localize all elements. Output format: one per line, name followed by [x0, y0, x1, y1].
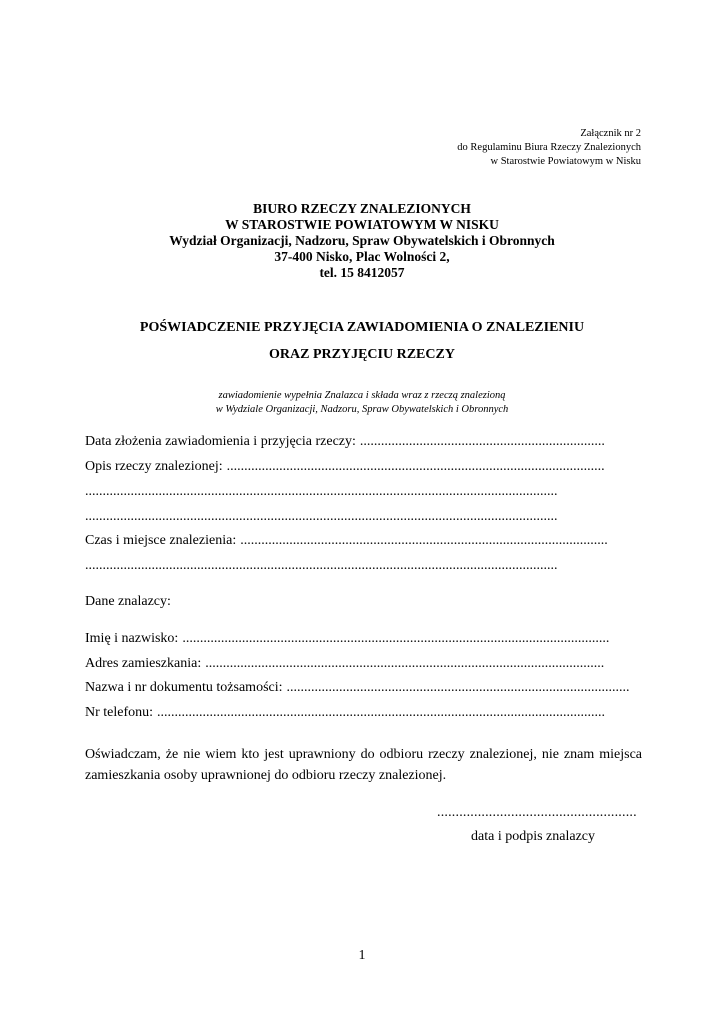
date-dots: ...................................................................... [359, 434, 605, 449]
office-location: W STAROSTWIE POWIATOWYM W NISKU [225, 217, 499, 232]
office-name: BIURO RZECZY ZNALEZIONYCH [253, 201, 471, 216]
place-dots: ......................................................................................................... [240, 533, 608, 548]
description-line-3-dots: ....................................................................................................................................... [85, 509, 558, 524]
office-address: 37-400 Nisko, Plac Wolności 2, [274, 249, 450, 264]
address-label: Adres zamieszkania: [85, 656, 202, 671]
annex-office: w Starostwie Powiatowym w Nisku [490, 156, 641, 167]
document-dots: .................................................................................................. [286, 680, 630, 695]
note-line-1: zawiadomienie wypełnia Znalazca i składa wraz z rzeczą znalezioną [218, 390, 506, 401]
note-line-2: w Wydziale Organizacji, Nadzoru, Spraw Obywatelskich i Obronnych [215, 404, 509, 415]
place-label: Czas i miejsce znalezienia: [85, 533, 237, 548]
office-phone: tel. 15 8412057 [319, 265, 405, 280]
name-dots: .......................................................................................................................... [182, 631, 610, 646]
finder-statement: Oświadczam, że nie wiem kto jest uprawniony do odbioru rzeczy znalezionej, nie znam miejsca zamieszkania osoby uprawnionej do odbioru rzeczy znalezionej. [85, 747, 642, 783]
finder-heading [85, 594, 385, 610]
date-label: Data złożenia zawiadomienia i przyjęcia rzeczy: [85, 434, 356, 449]
description-line-3[interactable] [85, 509, 625, 525]
name-field[interactable] [85, 631, 625, 647]
address-dots: .................................................................................................................. [205, 656, 605, 671]
description-line-2[interactable] [85, 484, 625, 500]
description-dots: ............................................................................................................ [226, 459, 605, 474]
page-number: 1 [358, 948, 366, 963]
annex-number: Załącznik nr 2 [580, 128, 641, 139]
date-field[interactable] [85, 434, 625, 450]
document-label: Nazwa i nr dokumentu tożsamości: [85, 680, 283, 695]
signature-caption: data i podpis znalazcy [471, 829, 596, 844]
description-line-2-dots: ....................................................................................................................................... [85, 484, 558, 499]
instruction-note [0, 389, 724, 417]
place-field[interactable] [85, 533, 625, 549]
place-line-2-dots: ....................................................................................................................................... [85, 558, 558, 573]
phone-label: Nr telefonu: [85, 705, 154, 720]
signature-line[interactable]: ...................................................... [437, 805, 637, 820]
title-line-2: ORAZ PRZYJĘCIU RZECZY [269, 347, 455, 362]
document-title [0, 320, 724, 363]
document-field[interactable] [85, 680, 641, 696]
description-field[interactable] [85, 459, 625, 475]
description-label: Opis rzeczy znalezionej: [85, 459, 223, 474]
place-line-2[interactable] [85, 558, 625, 574]
address-field[interactable] [85, 656, 625, 672]
title-line-1: POŚWIADCZENIE PRZYJĘCIA ZAWIADOMIENIA O ZNALEZIENIU [139, 320, 585, 335]
annex-regulation: do Regulaminu Biura Rzeczy Znalezionych [457, 142, 641, 153]
annex-header [457, 127, 641, 169]
finder-heading-text: Dane znalazcy: [85, 594, 171, 609]
phone-field[interactable] [85, 705, 625, 721]
office-header [0, 201, 724, 281]
phone-dots: ................................................................................................................................ [157, 705, 606, 720]
office-department: Wydział Organizacji, Nadzoru, Spraw Obywatelskich i Obronnych [169, 233, 555, 248]
name-label: Imię i nazwisko: [85, 631, 179, 646]
